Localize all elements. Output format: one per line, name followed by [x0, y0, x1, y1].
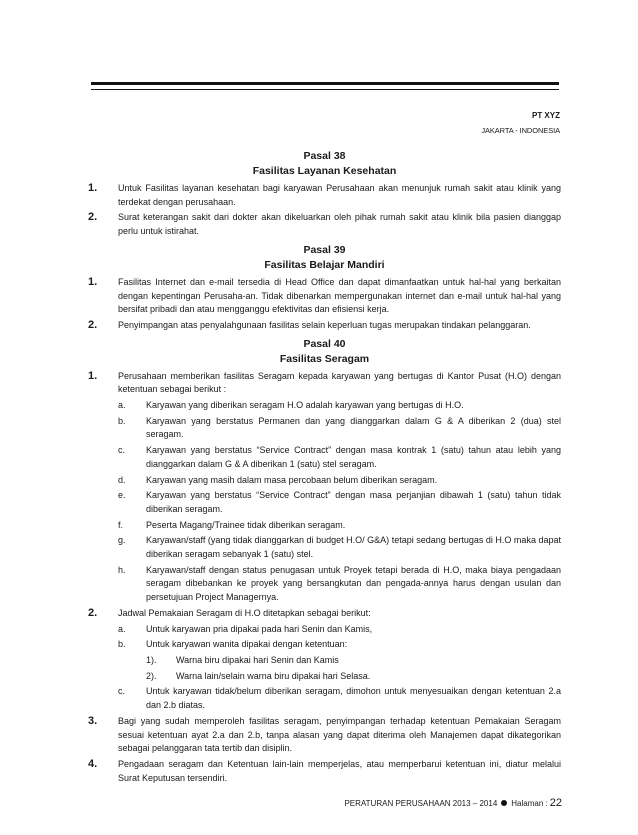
sub-item-letter: d. — [118, 474, 126, 485]
bullet-dot-icon — [501, 800, 507, 806]
sub-sub-item-text: Warna biru dipakai hari Senin dan Kamis — [176, 654, 339, 665]
sub-item — [118, 474, 561, 488]
sub-item — [118, 489, 561, 516]
sub-item-text: Karyawan/staff dengan status penugasan untuk Proyek tetapi berada di H.O, maka biaya pengadaan seragam dibebankan ke proyek yang bersangkutan dan pengada-annya harus dengan usulan dan persetujuan Project Managernya. — [146, 564, 561, 603]
header-rule-thick — [91, 82, 559, 85]
item-text: Jadwal Pemakaian Seragam di H.O ditetapkan sebagai berikut: — [118, 607, 371, 618]
pasal-title: Fasilitas Seragam — [279, 352, 370, 365]
page-number: 22 — [549, 797, 562, 809]
sub-item-letter: c. — [118, 445, 126, 456]
pasal-heading: Pasal 39 — [303, 243, 346, 256]
item-number: 1. — [88, 182, 98, 194]
sub-item — [118, 685, 561, 712]
item-text: Fasilitas Internet dan e-mail tersedia di Head Office dan dapat dimanfaatkan untuk hal-hal yang berkaitan dengan kepentingan Perusaha-an. Tidak dibenarkan mempergunakan internet dan e-mail untuk hal-hal yang bersifat pribadi dan atau mengganggu efektivitas dan efisiensi kerja. — [118, 276, 561, 315]
list-item — [88, 276, 561, 317]
sub-item — [118, 519, 561, 533]
sub-item-text: Karyawan yang berstatus “Service Contract” dengan masa kontrak 1 (satu) tahun atau lebih yang dianggarkan dalam G & A diberikan 1 (satu) stel seragam. — [146, 445, 561, 469]
sub-item-text: Karyawan/staff (yang tidak dianggarkan di budget H.O/ G&A) tetapi sedang bertugas di H.O maka dapat diberikan seragam sebanyak 1 (satu) stel. — [146, 535, 561, 560]
sub-item-letter: f. — [118, 519, 124, 530]
item-number: 1. — [88, 369, 98, 382]
sub-item-text: Untuk karyawan pria dipakai pada hari Senin dan Kamis, — [146, 623, 373, 634]
item-number: 3. — [88, 714, 98, 727]
sub-item-letter: h. — [118, 564, 126, 575]
item-number: 2. — [88, 606, 98, 619]
pasal-title: Fasilitas Layanan Kesehatan — [252, 165, 397, 177]
item-text: Surat keterangan sakit dari dokter akan dikeluarkan oleh pihak rumah sakit atau klinik bila pasien dianggap perlu untuk istirahat. — [118, 212, 561, 237]
list-item — [88, 607, 561, 713]
sub-item-text: Untuk karyawan tidak/belum diberikan seragam, dimohon untuk menyesuaikan dengan ketentuan 2.a dan 2.b diatas. — [146, 686, 561, 711]
sub-item-text: Karyawan yang berstatus Permanen dan yang dianggarkan dalam G & A diberikan 2 (dua) stel seragam. — [146, 415, 561, 440]
sub-item-letter: a. — [118, 623, 126, 634]
item-number: 4. — [88, 757, 98, 770]
company-location: JAKARTA - INDONESIA — [481, 126, 560, 135]
list-item — [88, 715, 561, 756]
sub-item — [118, 444, 561, 471]
sub-item-text: Karyawan yang masih dalam masa percobaan belum diberikan seragam. — [146, 474, 438, 485]
list-item — [88, 319, 561, 333]
list-item — [88, 211, 561, 238]
sub-item — [118, 415, 561, 442]
sub-item-letter: g. — [118, 535, 126, 546]
pasal-heading: Pasal 40 — [303, 337, 346, 350]
sub-item-letter: b. — [118, 415, 126, 426]
list-item — [88, 182, 561, 209]
sub-sub-item — [118, 654, 561, 668]
item-number: 2. — [88, 318, 98, 331]
page-label: Halaman : — [511, 798, 548, 808]
sub-item-letter: e. — [118, 490, 126, 501]
item-text: Perusahaan memberikan fasilitas Seragam kepada karyawan yang bertugas di Kantor Pusat (H.O) dengan ketentuan sebagai berikut : — [118, 370, 561, 395]
item-text: Untuk Fasilitas layanan kesehatan bagi karyawan Perusahaan akan menunjuk rumah sakit atau klinik yang terdekat dengan perusahaan. — [118, 183, 561, 207]
list-item — [88, 758, 561, 785]
sub-item-text: Peserta Magang/Trainee tidak diberikan seragam. — [146, 519, 346, 530]
sub-item-text: Karyawan yang diberikan seragam H.O adalah karyawan yang bertugas di H.O. — [146, 400, 464, 411]
sub-item-text: Untuk karyawan wanita dipakai dengan ketentuan: — [146, 639, 348, 650]
sub-item — [118, 534, 561, 561]
footer-text: PERATURAN PERUSAHAAN 2013 – 2014 — [344, 798, 498, 808]
sub-item — [118, 623, 561, 637]
item-number: 2. — [88, 211, 98, 224]
company-name: PT XYZ — [531, 111, 560, 120]
item-number: 1. — [88, 275, 98, 288]
sub-sub-item — [118, 670, 561, 684]
header-rule-thin — [91, 89, 559, 90]
page-footer — [344, 797, 562, 809]
sub-sub-item-text: Warna lain/selain warna biru dipakai hari Selasa. — [176, 670, 371, 681]
sub-item — [118, 399, 561, 413]
sub-item-text: Karyawan yang berstatus “Service Contract” dengan masa perjanjian dibawah 1 (satu) tahun tidak diberikan seragam. — [146, 490, 561, 514]
sub-item — [118, 638, 561, 652]
document-body — [88, 149, 561, 787]
sub-item — [118, 564, 561, 605]
list-item — [88, 370, 561, 605]
sub-item-letter: b. — [118, 639, 126, 650]
item-text: Bagi yang sudah memperoleh fasilitas seragam, penyimpangan terhadap ketentuan Pemakaian Seragam sesuai ketentuan ayat 2.a dan 2.b, tanpa alasan yang dapat diterima oleh Manajemen dapat dikategorikan sebagai pelanggaran tata tertib dan disiplin. — [118, 715, 561, 754]
sub-item-letter: c. — [118, 686, 126, 697]
pasal-heading: Pasal 38 — [303, 150, 346, 162]
sub-item-letter: a. — [118, 400, 126, 411]
item-text: Pengadaan seragam dan Ketentuan lain-lain memperjelas, atau memperbarui ketentuan ini, diatur melalui Surat Keputusan tersendiri. — [118, 758, 561, 783]
sub-sub-item-number: 1). — [146, 654, 157, 665]
pasal-title: Fasilitas Belajar Mandiri — [264, 258, 385, 271]
item-text: Penyimpangan atas penyalahgunaan fasilitas selain keperluan tugas merupakan tindakan pelanggaran. — [118, 319, 531, 330]
sub-sub-item-number: 2). — [146, 670, 157, 681]
